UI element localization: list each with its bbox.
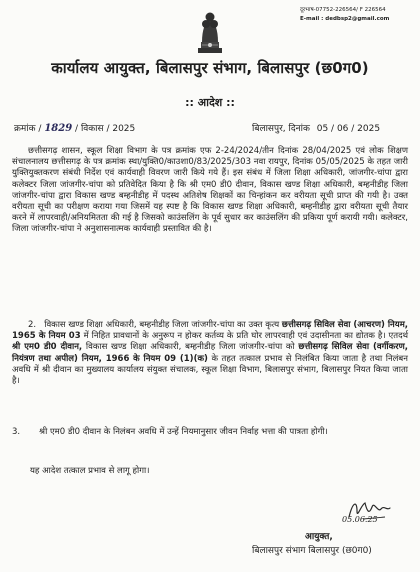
signature-date: 05.06.25 [342,515,378,524]
reference-number: क्रमांक / 1829 / विकास / 2025 [14,123,136,134]
paragraph-2-text-g: के तहत तत्काल प्रभाव से निलंबित किया जाता है तथा निलंबन अवधि में श्री दीवान का मुख्यालय कार्यालय संयुक्त संचालक, स्कूल शिक्षा विभाग, बिलासपुर संभाग, बिलासपुर नियत किया जाता है। [12,353,409,387]
contact-block [300,6,412,23]
office-title: कार्यालय आयुक्त, बिलासपुर संभाग, बिलासपुर (छ0ग0) [51,59,369,77]
place-date-label: बिलासपुर, दिनांक [252,124,310,134]
signatory-title: आयुक्त, [305,532,333,542]
order-date: 05 / 06 / 2025 [316,124,381,134]
paragraph-2-text-e: विकास खण्ड शिक्षा अधिकारी, बम्हनीडीह जिला जांजगीर-चांपा को [85,342,295,353]
reference-date [252,121,380,134]
paragraph-2-text-c: में निहित प्रावधानों के अनुरूप न होकर कर्तव्य के प्रति घोर लापरवाही एवं उदासीनता का द्योतक है। एतदर्थ [83,331,409,342]
paragraph-3-text: श्री एम0 डी0 दीवान के निलंबन अवधि में उन्हें नियमानुसार जीवन निर्वाह भत्ता की पात्रता होगी। [39,427,328,437]
paragraph-2-text-a: विकास खण्ड शिक्षा अधिकारी, बम्हनीडीह जिला जांजगीर-चांपा का उक्त कृत्य [44,320,280,330]
reference-suffix: / विकास / 2025 [75,124,136,134]
conduct-rule-reference: छत्तीसगढ़ सिविल सेवा (आचरण) नियम, 1965 के नियम 03 [12,320,409,342]
paragraph-3 [12,427,408,438]
cca-rule-reference: छत्तीसगढ़ सिविल सेवा (वर्गीकरण, नियंत्रण तथा अपील) नियम, 1966 के नियम 09 (1)(क) [12,342,408,364]
paragraph-4: यह आदेश तत्काल प्रभाव से लागू होगा। [30,466,150,476]
officer-name: श्री एम0 डी0 दीवान, [12,342,83,353]
reference-prefix: क्रमांक [14,124,36,134]
reference-line [14,121,406,135]
order-heading: :: आदेश :: [185,96,235,109]
contact-phone: दूरभाष-07752-226564/ F 226564 [300,7,386,13]
reference-handwritten-number: 1829 [44,123,73,134]
contact-email: E-mail : dedbsp2@gmail.com [300,15,390,22]
paragraph-3-number: 3. [12,427,21,437]
state-emblem-icon [194,8,226,56]
paragraph-1: छत्तीसगढ़ शासन, स्कूल शिक्षा विभाग के पत्र क्रमांक एफ 2-24/2024/तीन दिनांक 28/04/2025 एवं लोक शिक्षण संचालनालय छत्तीसगढ़ के पत्र क्रमांक स्था/युक्ति0/काउशा0/83/2025/303 नवा रायपुर, दिनांक 05/05/2025 के तहत जारी युक्तियुक्तकरण संबंधी निर्देश एवं कार्यवाही विवरण जारी किये गये हैं। इस संबंध में जिला शिक्षा अधिकारी, जांजगीर-चांपा द्वारा कलेक्टर जिला जांजगीर-चांपा को प्रतिवेदित किया है कि श्री एम0 डी0 दीवान, विकास खण्ड शिक्षा अधिकारी, बम्हनीडीह जिला जांजगीर-चांपा द्वारा विकास खण्ड बम्हनीडीह में पदस्थ अतिशेष शिक्षकों का चिन्हांकन कर वरीयता सूची प्राप्त की गयी है। उक्त वरीयता सूची का परीक्षण कराया गया जिसमें यह स्पष्ट है कि विकास खण्ड शिक्षा अधिकारी, बम्हनीडीह द्वारा वरीयता सूची तैयार करने में लापरवाही/अनियमितता की गई है जिसको काउंसलिंग के पूर्व सुधार कर काउंसलिंग की प्रकिया पूर्ण करायी गयी। कलेक्टर, जिला जांजगीर-चांपा ने अनुशासनात्मक कार्यवाही प्रस्तावित की है। [12,146,408,235]
paragraph-2 [12,320,408,387]
paragraph-2-number: 2. [28,320,37,330]
signatory-designation: बिलासपुर संभाग बिलासपुर (छ0ग0) [252,546,372,556]
